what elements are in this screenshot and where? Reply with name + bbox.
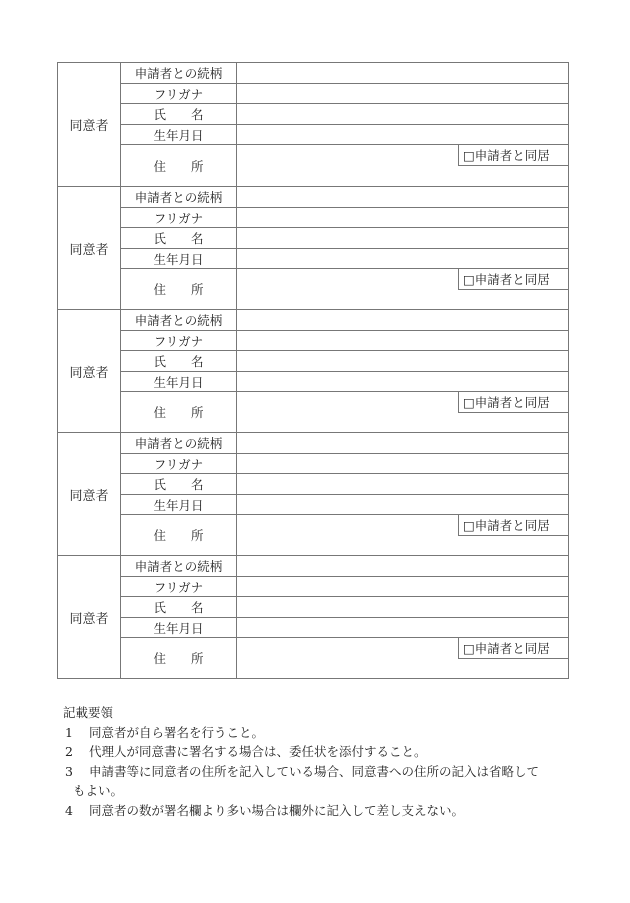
furigana-row — [121, 331, 568, 351]
cohabit-checkbox[interactable]: □申請者と同居 — [458, 145, 568, 166]
birthdate-label: 生年月日 — [121, 249, 237, 268]
field-rows — [121, 433, 568, 555]
cohabit-checkbox[interactable]: □申請者と同居 — [458, 515, 568, 536]
furigana-label: フリガナ — [121, 577, 237, 596]
field-rows — [121, 187, 568, 309]
name-label: 氏 名 — [121, 104, 237, 124]
furigana-field[interactable] — [237, 577, 568, 596]
name-field[interactable] — [237, 597, 568, 617]
instruction-item-3: 3 申請書等に同意者の住所を記入している場合、同意書への住所の記入は省略して — [65, 763, 540, 779]
name-row — [121, 104, 568, 125]
address-field[interactable] — [237, 269, 568, 309]
field-rows — [121, 63, 568, 186]
birthdate-row — [121, 618, 568, 638]
address-field[interactable] — [237, 638, 568, 678]
relationship-label: 申請者との続柄 — [121, 310, 237, 330]
name-field[interactable] — [237, 104, 568, 124]
furigana-row — [121, 208, 568, 228]
relationship-label: 申請者との続柄 — [121, 187, 237, 207]
furigana-field[interactable] — [237, 208, 568, 227]
furigana-field[interactable] — [237, 454, 568, 473]
relationship-row — [121, 63, 568, 84]
cohabit-checkbox[interactable]: □申請者と同居 — [458, 269, 568, 290]
address-label: 住 所 — [121, 638, 237, 678]
consenter-block — [58, 63, 568, 187]
furigana-field[interactable] — [237, 331, 568, 350]
birthdate-field[interactable] — [237, 372, 568, 391]
relationship-row — [121, 310, 568, 331]
section-label: 同意者 — [58, 310, 121, 432]
section-label: 同意者 — [58, 63, 121, 186]
address-row — [121, 145, 568, 186]
address-row — [121, 515, 568, 555]
consenter-table — [57, 62, 569, 679]
section-label: 同意者 — [58, 433, 121, 555]
birthdate-row — [121, 125, 568, 145]
instruction-item-4: 4 同意者の数が署名欄より多い場合は欄外に記入して差し支えない。 — [65, 802, 465, 818]
relationship-label: 申請者との続柄 — [121, 556, 237, 576]
address-label: 住 所 — [121, 515, 237, 555]
instruction-item-1: 1 同意者が自ら署名を行うこと。 — [65, 724, 265, 740]
name-row — [121, 597, 568, 618]
birthdate-field[interactable] — [237, 495, 568, 514]
cohabit-checkbox[interactable]: □申請者と同居 — [458, 638, 568, 659]
furigana-label: フリガナ — [121, 208, 237, 227]
relationship-row — [121, 433, 568, 454]
relationship-field[interactable] — [237, 556, 568, 576]
relationship-row — [121, 187, 568, 208]
consenter-block — [58, 187, 568, 310]
relationship-field[interactable] — [237, 187, 568, 207]
furigana-row — [121, 454, 568, 474]
birthdate-label: 生年月日 — [121, 495, 237, 514]
address-label: 住 所 — [121, 269, 237, 309]
relationship-field[interactable] — [237, 310, 568, 330]
furigana-label: フリガナ — [121, 84, 237, 103]
name-label: 氏 名 — [121, 597, 237, 617]
birthdate-label: 生年月日 — [121, 618, 237, 637]
birthdate-row — [121, 495, 568, 515]
instructions — [63, 703, 539, 820]
field-rows — [121, 310, 568, 432]
furigana-label: フリガナ — [121, 331, 237, 350]
consenter-block — [58, 433, 568, 556]
name-field[interactable] — [237, 228, 568, 248]
address-label: 住 所 — [121, 145, 237, 186]
furigana-row — [121, 84, 568, 104]
birthdate-field[interactable] — [237, 125, 568, 144]
address-row — [121, 638, 568, 678]
section-label: 同意者 — [58, 187, 121, 309]
name-label: 氏 名 — [121, 228, 237, 248]
relationship-label: 申請者との続柄 — [121, 433, 237, 453]
name-row — [121, 351, 568, 372]
birthdate-label: 生年月日 — [121, 372, 237, 391]
cohabit-checkbox[interactable]: □申請者と同居 — [458, 392, 568, 413]
instructions-title: 記載要領 — [63, 705, 114, 720]
name-field[interactable] — [237, 351, 568, 371]
consenter-block — [58, 556, 568, 679]
furigana-row — [121, 577, 568, 597]
birthdate-field[interactable] — [237, 249, 568, 268]
birthdate-row — [121, 249, 568, 269]
relationship-field[interactable] — [237, 63, 568, 83]
address-row — [121, 392, 568, 432]
relationship-row — [121, 556, 568, 577]
name-label: 氏 名 — [121, 351, 237, 371]
address-field[interactable] — [237, 392, 568, 432]
relationship-field[interactable] — [237, 433, 568, 453]
relationship-label: 申請者との続柄 — [121, 63, 237, 83]
name-label: 氏 名 — [121, 474, 237, 494]
address-label: 住 所 — [121, 392, 237, 432]
birthdate-field[interactable] — [237, 618, 568, 637]
furigana-field[interactable] — [237, 84, 568, 103]
address-field[interactable] — [237, 145, 568, 186]
name-row — [121, 228, 568, 249]
field-rows — [121, 556, 568, 678]
address-row — [121, 269, 568, 309]
birthdate-label: 生年月日 — [121, 125, 237, 144]
name-field[interactable] — [237, 474, 568, 494]
name-row — [121, 474, 568, 495]
instruction-item-2: 2 代理人が同意書に署名する場合は、委任状を添付すること。 — [65, 744, 427, 759]
instruction-item-3-continued: もよい。 — [73, 783, 124, 798]
address-field[interactable] — [237, 515, 568, 555]
consenter-block — [58, 310, 568, 433]
birthdate-row — [121, 372, 568, 392]
furigana-label: フリガナ — [121, 454, 237, 473]
section-label: 同意者 — [58, 556, 121, 678]
